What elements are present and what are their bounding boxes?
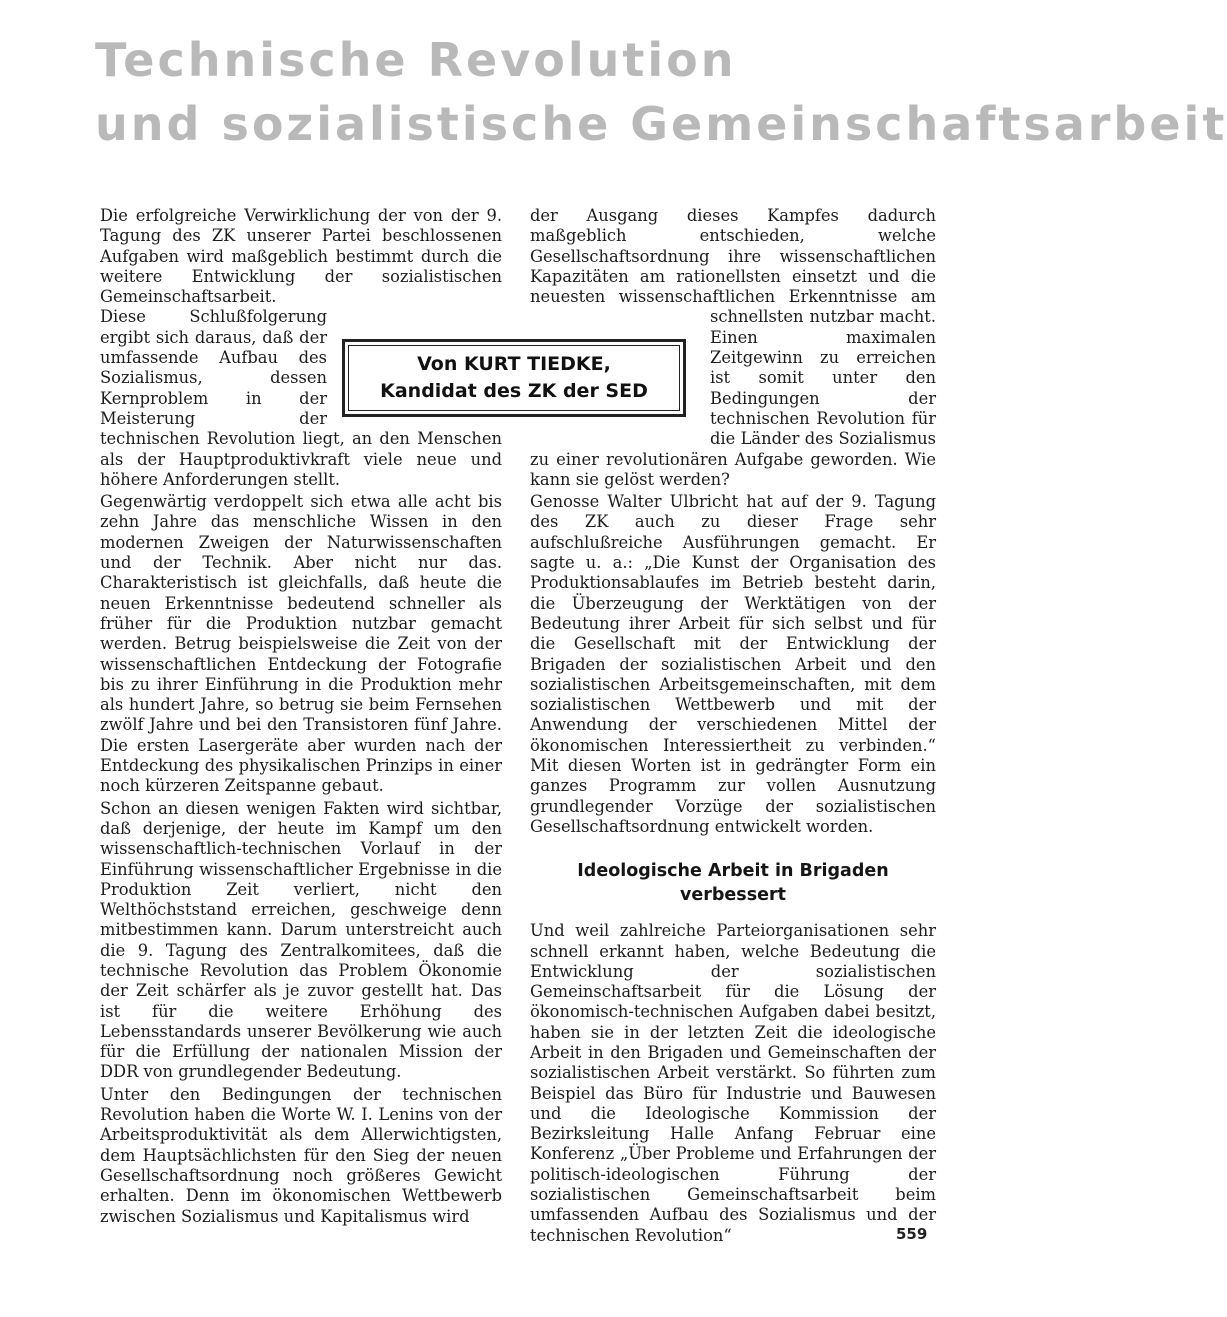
author-line-1: Von KURT TIEDKE, xyxy=(417,353,611,375)
author-box xyxy=(342,339,686,417)
headline-line-1: Technische Revolution xyxy=(95,33,737,87)
page-number: 559 xyxy=(896,1225,928,1243)
author-line-2: Kandidat des ZK der SED xyxy=(380,380,648,402)
section-subheading xyxy=(530,859,936,907)
left-paragraph-2: Gegenwärtig verdoppelt sich etwa alle acht bis zehn Jahre das menschliche Wissen in den modernen Zweigen der Naturwissenschaften und der Technik. Aber nicht nur das. Charakteristisch ist gleichfalls, daß heute die neuen Erkenntnisse bedeutend schneller als früher für die Produktion nutzbar gemacht werden. Betrug beispielsweise die Zeit von der wissenschaftlichen Entdeckung der Fotografie bis zu ihrer Einführung in die Produktion mehr als hundert Jahre, so betrug sie beim Fernsehen zwölf Jahre und bei den Transistoren fünf Jahre. Die ersten Lasergeräte aber wurden nach der Entdeckung des physikalischen Prinzips in einer noch kürzeren Zeitspanne gebaut. xyxy=(100,492,502,796)
right-paragraph-2: Genosse Walter Ulbricht hat auf der 9. Tagung des ZK auch zu dieser Frage sehr aufschlußreiche Ausführungen gemacht. Er sagte u. a.: „Die Kunst der Organisation des Produktionsablaufes im Betrieb besteht darin, die Überzeugung der Werktätigen von der Bedeutung ihrer Arbeit für sich selbst und für die Gesellschaft mit der Entwicklung der Brigaden der sozialistischen Arbeit und den sozialistischen Arbeitsgemeinschaften, mit dem sozialistischen Wettbewerb und mit der Anwendung der verschiedenen Mittel der ökonomischen Interessiertheit zu verbinden.“ Mit diesen Worten ist in gedrängter Form ein ganzes Programm zur vollen Ausnutzung grundlegender Vorzüge der sozialistischen Gesellschaftsordnung entwickelt worden. xyxy=(530,492,936,836)
headline-line-2: und sozialistische Gemeinschaftsarbeit xyxy=(95,97,1227,151)
subheading-line-1: Ideologische Arbeit in Brigaden xyxy=(577,861,889,882)
right-paragraph-1: der Ausgang dieses Kampfes dadurch maßgeblich entschieden, welche Gesellschaftsordnung ihre wissenschaftlichen Kapazitäten am rationellsten einsetzt und die neuesten wissenschaftlichen Erkenntnisse am schnellsten nutzbar macht. Einen maximalen Zeitgewinn zu erreichen ist somit unter den Bedingungen der technischen Revolution für die Länder des Sozialismus zu einer revolutionären Aufgabe geworden. Wie kann sie gelöst werden? xyxy=(530,206,936,489)
subheading-line-2: verbessert xyxy=(680,885,786,906)
left-paragraph-1: Die erfolgreiche Verwirklichung der von der 9. Tagung des ZK unserer Partei beschlossenen Aufgaben wird maßgeblich bestimmt durch die weitere Entwicklung der sozialistischen Gemeinschaftsarbeit. Diese Schlußfolgerung ergibt sich daraus, daß der umfassende Aufbau des Sozialismus, dessen Kernproblem in der Meisterung der technischen Revolution liegt, an den Menschen als der Hauptproduktivkraft viele neue und höhere Anforderungen stellt. xyxy=(100,206,502,489)
left-paragraph-3: Schon an diesen wenigen Fakten wird sichtbar, daß derjenige, der heute im Kampf um den wissenschaftlich-technischen Vorlauf in der Einführung wissenschaftlicher Ergebnisse in die Produktion Zeit verliert, nicht den Welthöchststand erreichen, geschweige denn mitbestimmen kann. Darum unterstreicht auch die 9. Tagung des Zentralkomitees, daß die technische Revolution das Problem Ökonomie der Zeit schärfer als je zuvor gestellt hat. Das ist für die weitere Erhöhung des Lebensstandards unserer Bevölkerung wie auch für die Erfüllung der nationalen Mission der DDR von grundlegender Bedeutung. xyxy=(100,798,502,1082)
article-headline xyxy=(95,28,1227,156)
right-paragraph-3: Und weil zahlreiche Parteiorganisationen sehr schnell erkannt haben, welche Bedeutung die Entwicklung der sozialistischen Gemeinschaftsarbeit für die Lösung der ökonomisch-technischen Aufgaben dabei besitzt, haben sie in der letzten Zeit die ideologische Arbeit in den Brigaden und Gemeinschaften der sozialistischen Arbeit verstärkt. So führten zum Beispiel das Büro für Industrie und Bauwesen und die Ideologische Kommission der Bezirksleitung Halle Anfang Februar eine Konferenz „Über Probleme und Erfahrungen der politisch-ideologischen Führung der sozialistischen Gemeinschaftsarbeit beim umfassenden Aufbau des Sozialismus und der technischen Revolution“ xyxy=(530,921,936,1245)
left-paragraph-4: Unter den Bedingungen der technischen Revolution haben die Worte W. I. Lenins von der Arbeitsproduktivität als dem Allerwichtigsten, dem Hauptsächlichsten für den Sieg der neuen Gesellschaftsordnung noch größeres Gewicht erhalten. Denn im ökonomischen Wettbewerb zwischen Sozialismus und Kapitalismus wird xyxy=(100,1084,502,1226)
